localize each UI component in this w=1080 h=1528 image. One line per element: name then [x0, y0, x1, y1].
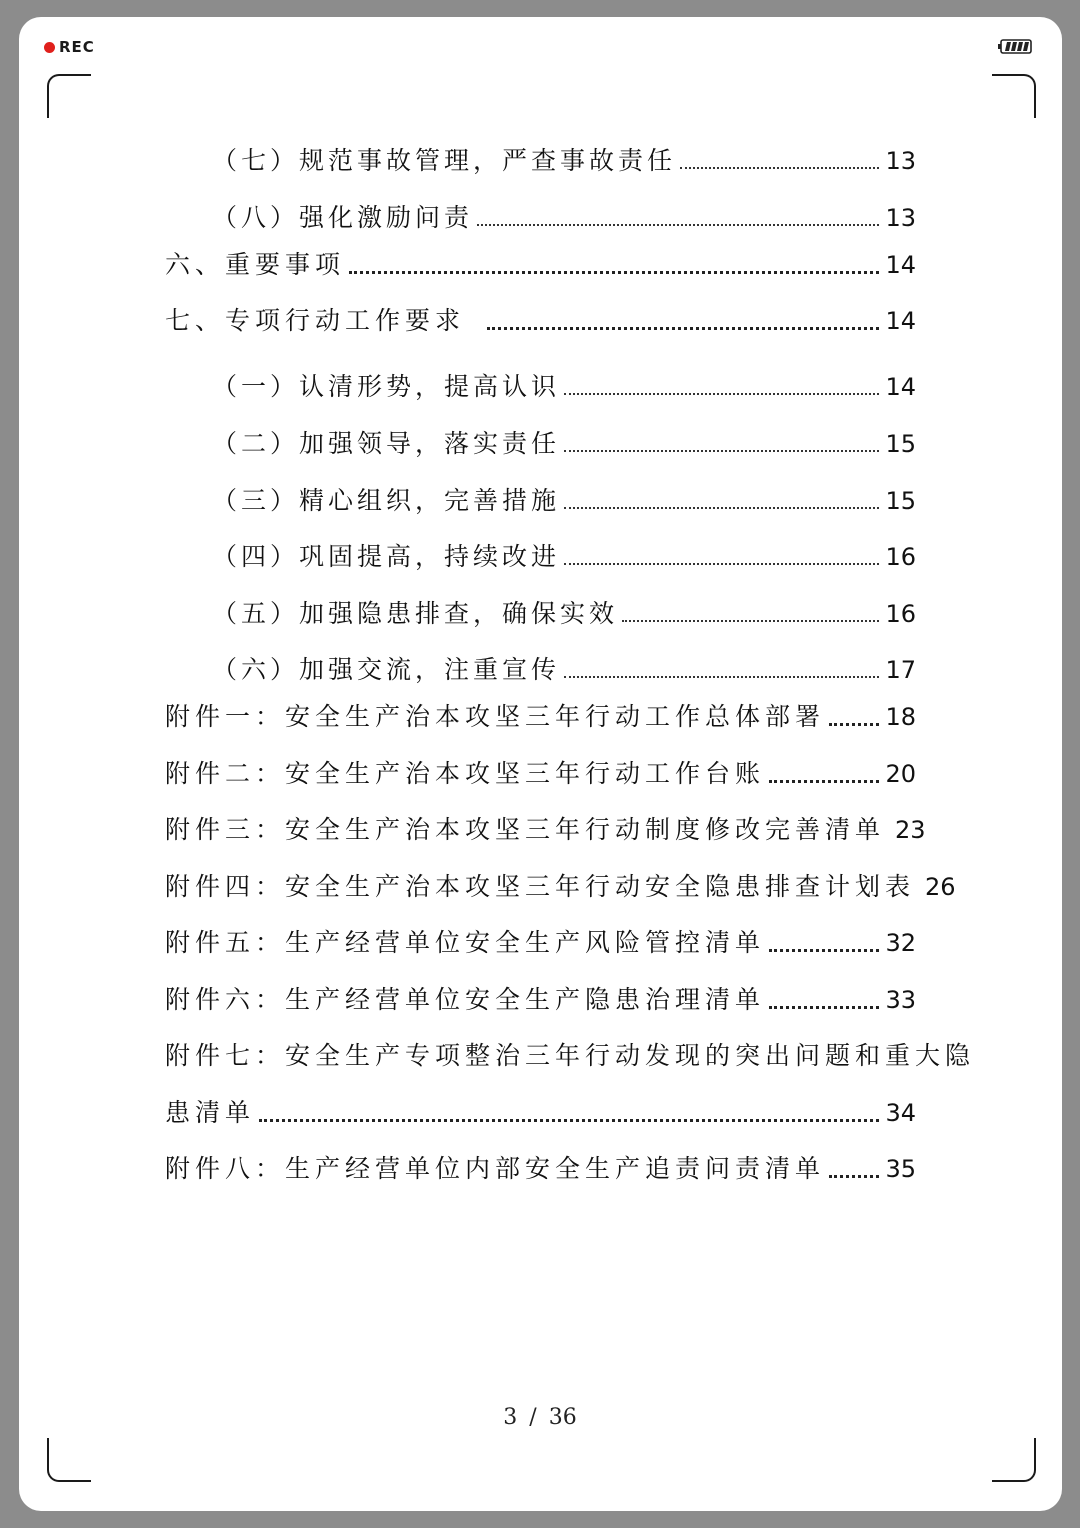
toc-entry-title: （四）巩固提高，持续改进 — [212, 542, 561, 571]
toc-entry[interactable] — [0, 977, 916, 1017]
dot-leader — [259, 1119, 879, 1122]
toc-entry[interactable] — [0, 195, 916, 235]
dot-leader — [564, 563, 879, 565]
toc-entry[interactable] — [0, 478, 916, 518]
toc-entry[interactable] — [0, 751, 916, 791]
dot-leader — [564, 507, 879, 509]
toc-entry[interactable] — [0, 920, 916, 960]
toc-page-number: 32 — [885, 929, 916, 957]
toc-entry-title: 附件二：安全生产治本攻坚三年行动工作台账 — [165, 759, 766, 788]
toc-page-number: 18 — [885, 703, 916, 731]
viewfinder-corner-bottom-left — [47, 1438, 91, 1482]
toc-entry[interactable] — [0, 534, 916, 574]
battery-icon — [998, 39, 1032, 54]
toc-entry-title: 患清单 — [165, 1098, 256, 1127]
toc-page-number: 35 — [885, 1155, 916, 1183]
toc-entry[interactable] — [0, 1146, 916, 1186]
toc-page-number: 14 — [885, 307, 916, 335]
toc-entry[interactable] — [0, 1033, 976, 1073]
toc-page-number: 34 — [885, 1099, 916, 1127]
toc-entry-continuation[interactable] — [165, 1090, 916, 1130]
dot-leader — [769, 949, 879, 952]
toc-entry-title: （八）强化激励问责 — [212, 203, 474, 232]
dot-leader — [829, 723, 879, 726]
toc-page-number: 26 — [925, 873, 956, 901]
dot-leader — [477, 224, 879, 226]
toc-page-number: 33 — [885, 986, 916, 1014]
toc-page-number: 15 — [885, 430, 916, 458]
dot-leader — [622, 620, 879, 622]
toc-entry-title: （二）加强领导，落实责任 — [212, 429, 561, 458]
toc-entry-title: 附件一：安全生产治本攻坚三年行动工作总体部署 — [165, 702, 826, 731]
toc-entry-title: 附件四：安全生产治本攻坚三年行动安全隐患排查计划表 — [165, 872, 916, 901]
toc-page-number: 14 — [885, 373, 916, 401]
current-page-number: 3 — [503, 1405, 518, 1430]
toc-entry-title: 附件五：生产经营单位安全生产风险管控清单 — [165, 928, 766, 957]
dot-leader — [564, 393, 879, 395]
page-indicator — [0, 1405, 1080, 1430]
total-page-count: 36 — [548, 1405, 577, 1430]
rec-label: REC — [59, 38, 95, 56]
dot-leader — [487, 327, 879, 330]
toc-entry-title: （六）加强交流，注重宣传 — [212, 655, 561, 684]
dot-leader — [564, 450, 879, 452]
viewfinder-corner-top-left — [47, 74, 91, 118]
toc-page-number: 14 — [885, 251, 916, 279]
toc-entry[interactable] — [0, 421, 916, 461]
toc-entry-title: 附件三：安全生产治本攻坚三年行动制度修改完善清单 — [165, 815, 886, 844]
toc-entry[interactable] — [0, 694, 916, 734]
toc-page-number: 13 — [885, 147, 916, 175]
toc-page-number: 13 — [885, 204, 916, 232]
toc-entry-title: 七、专项行动工作要求 — [165, 306, 466, 335]
toc-entry-title: 附件七：安全生产专项整治三年行动发现的突出问题和重大隐 — [165, 1041, 976, 1070]
toc-entry-title: （五）加强隐患排查，确保实效 — [212, 599, 619, 628]
toc-entry-title: 附件六：生产经营单位安全生产隐患治理清单 — [165, 985, 766, 1014]
toc-page-number: 16 — [885, 543, 916, 571]
toc-entry[interactable] — [0, 242, 916, 282]
toc-entry-title: （三）精心组织，完善措施 — [212, 486, 561, 515]
toc-entry[interactable] — [0, 591, 916, 631]
toc-entry[interactable] — [0, 647, 916, 687]
page-separator: / — [529, 1405, 537, 1430]
dot-leader — [680, 167, 879, 169]
toc-page-number: 16 — [885, 600, 916, 628]
dot-leader — [829, 1175, 879, 1178]
dot-leader — [769, 1006, 879, 1009]
toc-page-number: 15 — [885, 487, 916, 515]
toc-entry[interactable] — [0, 807, 926, 847]
viewfinder-corner-bottom-right — [992, 1438, 1036, 1482]
toc-entry[interactable] — [0, 138, 916, 178]
toc-page-number: 23 — [895, 816, 926, 844]
toc-entry[interactable] — [0, 364, 916, 404]
toc-page-number: 17 — [885, 656, 916, 684]
toc-entry[interactable] — [0, 864, 956, 904]
dot-leader — [769, 780, 879, 783]
toc-entry[interactable] — [0, 298, 916, 338]
toc-page-number: 20 — [885, 760, 916, 788]
toc-entry-title: 六、重要事项 — [165, 250, 346, 279]
recording-indicator — [44, 38, 95, 56]
toc-entry-title: （七）规范事故管理，严查事故责任 — [212, 146, 677, 175]
dot-leader — [349, 271, 879, 274]
viewfinder-corner-top-right — [992, 74, 1036, 118]
dot-leader — [564, 676, 879, 678]
toc-entry-title: 附件八：生产经营单位内部安全生产追责问责清单 — [165, 1154, 826, 1183]
toc-entry-title: （一）认清形势，提高认识 — [212, 372, 561, 401]
record-dot-icon — [44, 42, 55, 53]
